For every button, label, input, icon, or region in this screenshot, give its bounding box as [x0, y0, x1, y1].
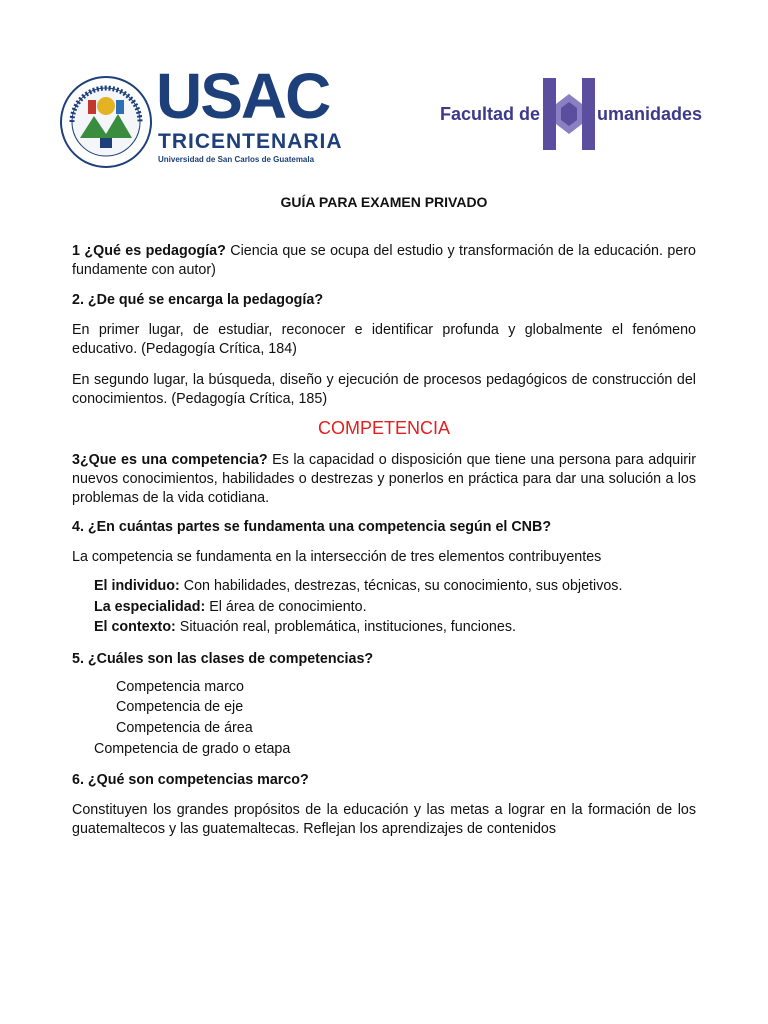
usac-logo — [156, 60, 346, 166]
facultad-humanidades-logo — [440, 78, 710, 150]
question-1-label: 1 ¿Qué es pedagogía? — [72, 243, 226, 259]
element-text: Situación real, problemática, instituciones, funciones. — [175, 619, 516, 635]
section-heading-competencia: COMPETENCIA — [317, 418, 450, 438]
usac-seal-logo — [60, 76, 152, 168]
facultad-prefix: Facultad de — [440, 104, 541, 124]
question-5: 5. ¿Cuáles son las clases de competencias? — [72, 651, 374, 667]
element-item — [94, 577, 622, 596]
element-text: Con habilidades, destrezas, técnicas, su conocimiento, sus objetivos. — [179, 578, 623, 594]
competency-class-item: Competencia de grado o etapa — [94, 741, 291, 757]
question-3 — [72, 451, 696, 508]
header — [60, 60, 710, 168]
question-2-paragraph-1: En primer lugar, de estudiar, reconocer e identificar profunda y globalmente el fenómeno educativo. (Pedagogía Crítica, 184) — [72, 322, 696, 357]
question-1 — [72, 242, 696, 280]
element-label: El contexto: — [94, 619, 176, 635]
facultad-suffix: umanidades — [597, 104, 703, 124]
competency-class-item: Competencia de área — [116, 720, 253, 736]
question-6-answer: Constituyen los grandes propósitos de la educación y las metas a lograr en la formación de los guatemaltecos y las guatemaltecas. Reflejan los aprendizajes de contenidos — [72, 802, 696, 837]
question-6: 6. ¿Qué son competencias marco? — [72, 772, 309, 788]
element-item — [94, 598, 367, 617]
competency-class-item: Competencia de eje — [116, 699, 244, 715]
element-item — [94, 618, 516, 637]
element-label: El individuo: — [94, 578, 180, 594]
question-2: 2. ¿De qué se encarga la pedagogía? — [72, 292, 324, 308]
question-4-answer: La competencia se fundamenta en la intersección de tres elementos contribuyentes — [72, 549, 602, 565]
question-3-label: 3¿Que es una competencia? — [72, 452, 268, 468]
element-text: El área de conocimiento. — [205, 599, 367, 615]
question-4: 4. ¿En cuántas partes se fundamenta una competencia según el CNB? — [72, 519, 552, 535]
question-2-paragraph-2: En segundo lugar, la búsqueda, diseño y ejecución de procesos pedagógicos de construcción del conocimientos. (Pedagogía Crítica, 185) — [72, 372, 696, 407]
competency-class-item: Competencia marco — [116, 679, 244, 695]
element-label: La especialidad: — [94, 599, 206, 615]
h-emblem-icon — [543, 78, 595, 150]
question-1-answer: Ciencia que se ocupa del estudio y transformación de la educación. pero fundamente con autor) — [72, 243, 696, 278]
usac-wordmark: USAC — [156, 60, 330, 132]
page-title: GUÍA PARA EXAMEN PRIVADO — [280, 194, 488, 210]
tricentenaria-text: TRICENTENARIA — [158, 130, 343, 153]
question-3-answer: Es la capacidad o disposición que tiene una persona para adquirir nuevos conocimientos, habilidades o destrezas y ponerlos en práctica para dar una solución a los problemas de la vida cotidiana. — [72, 452, 696, 506]
university-name: Universidad de San Carlos de Guatemala — [158, 155, 315, 164]
